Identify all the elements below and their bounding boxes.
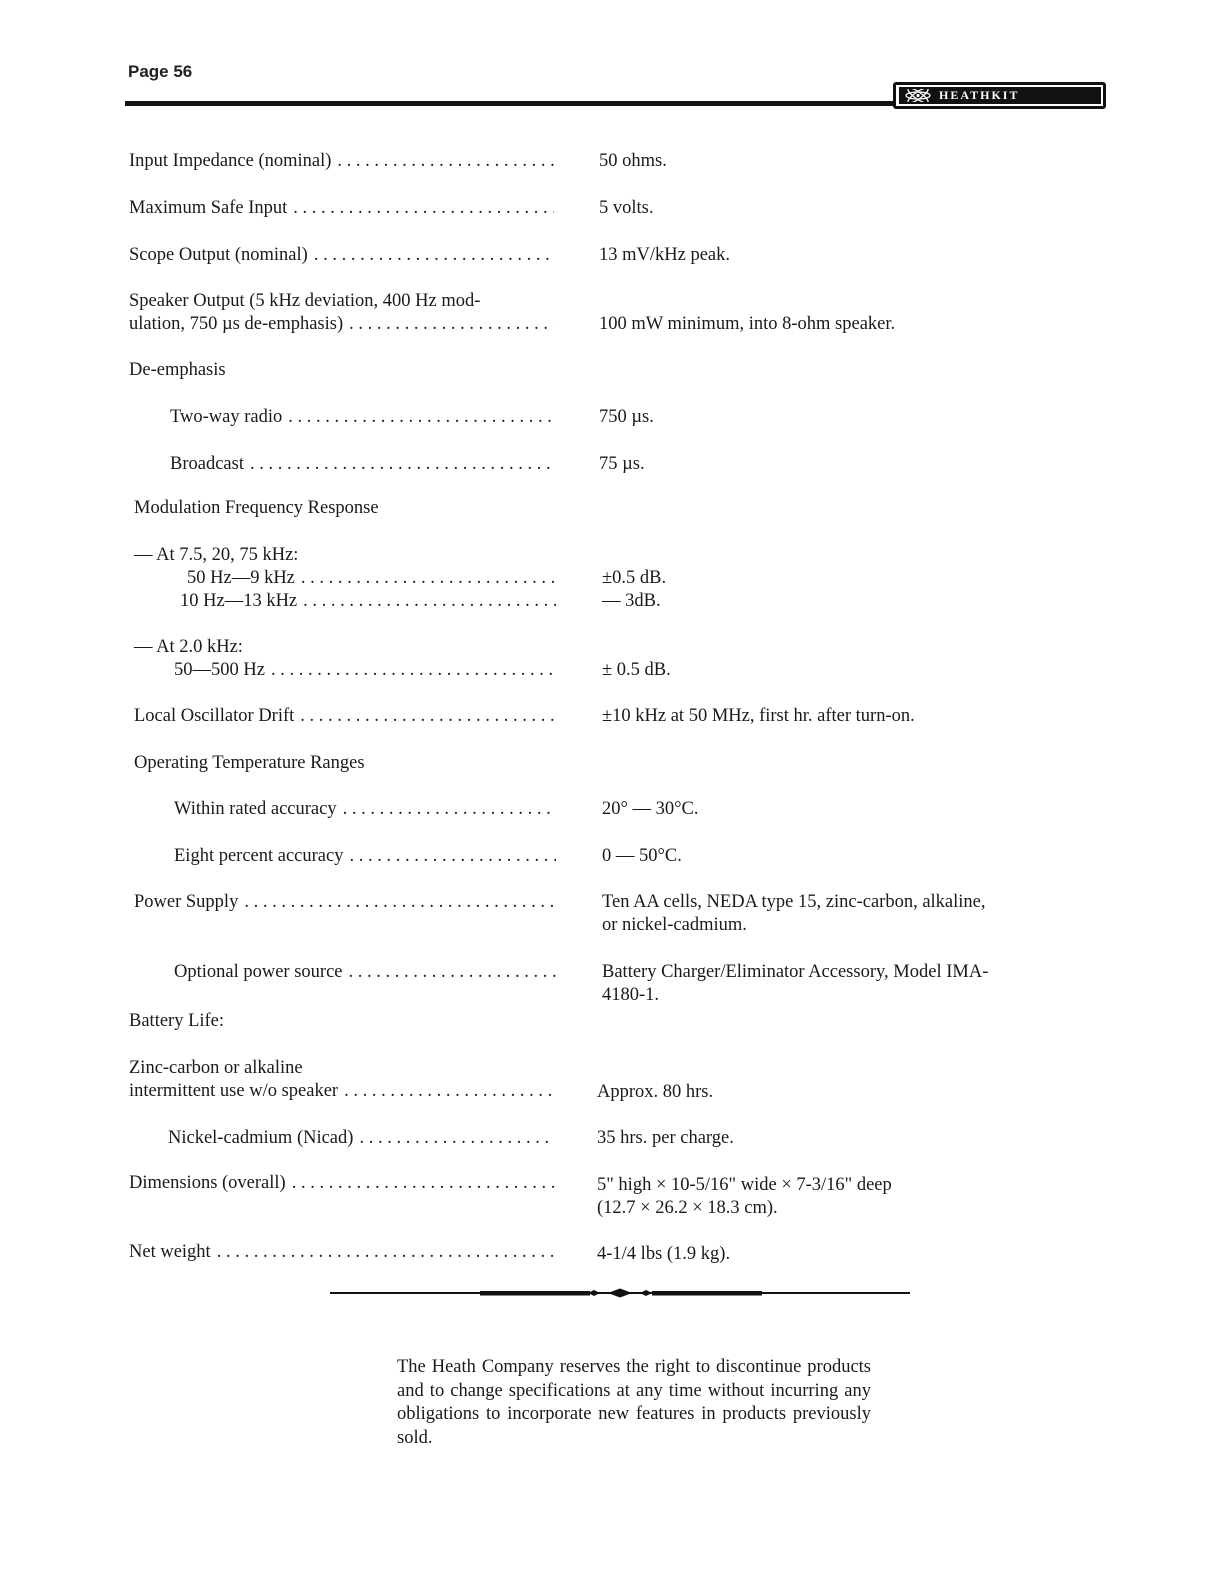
header-rule: [125, 101, 975, 106]
spec-value: 750 µs.: [599, 407, 654, 427]
spec-value: 100 mW minimum, into 8-ohm speaker.: [599, 314, 896, 334]
spec-value: 4-1/4 lbs (1.9 kg).: [597, 1244, 731, 1264]
logo-band: [899, 87, 1101, 104]
spec-label: Optional power source . . .: [174, 961, 556, 984]
spec-subheading: — At 2.0 kHz:: [134, 637, 243, 657]
spec-value: 20° — 30°C.: [602, 799, 699, 819]
logo-text: HEATHKIT: [939, 88, 1020, 102]
spec-value: — 3dB.: [602, 591, 661, 611]
spec-label: Zinc-carbon or alkaline intermittent use w/o speaker . . .: [129, 1057, 554, 1103]
spec-label: Scope Output (nominal) . . .: [129, 244, 554, 267]
spec-heading: Modulation Frequency Response: [134, 498, 379, 518]
page-number: Page 56: [128, 62, 193, 81]
spec-label: Speaker Output (5 kHz deviation, 400 Hz mod- ulation, 750 µs de-emphasis) . . .: [129, 290, 554, 336]
spec-label: 50 Hz—9 kHz . . .: [187, 567, 556, 590]
spec-heading: De-emphasis: [129, 360, 226, 380]
spec-label: Broadcast . . .: [170, 453, 554, 476]
spec-label: Eight percent accuracy . . .: [174, 845, 556, 868]
heathkit-logo: [893, 82, 1106, 109]
spec-value: ±0.5 dB.: [602, 568, 667, 588]
spec-label: Input Impedance (nominal) . . .: [129, 150, 554, 173]
spec-value: 5" high × 10-5/16" wide × 7-3/16" deep (12.7 × 26.2 × 18.3 cm).: [597, 1175, 892, 1218]
spec-label: Net weight . . .: [129, 1241, 554, 1264]
spec-value: 0 — 50°C.: [602, 846, 682, 866]
spec-heading: Operating Temperature Ranges: [134, 753, 365, 773]
spec-subheading: — At 7.5, 20, 75 kHz:: [134, 545, 299, 565]
spec-value: Approx. 80 hrs.: [597, 1082, 714, 1102]
spec-value: ± 0.5 dB.: [602, 660, 671, 680]
spec-value: Ten AA cells, NEDA type 15, zinc-carbon, alkaline, or nickel-cadmium.: [602, 892, 986, 935]
spec-label: Nickel-cadmium (Nicad) . . .: [168, 1127, 554, 1150]
spec-label: Two-way radio . . .: [170, 406, 554, 429]
spec-value: ±10 kHz at 50 MHz, first hr. after turn-on.: [602, 706, 915, 726]
section-divider: [330, 1284, 910, 1302]
spec-heading: Battery Life:: [129, 1011, 225, 1031]
spec-value: 75 µs.: [599, 454, 645, 474]
spec-label: Local Oscillator Drift . . .: [134, 705, 556, 728]
disclaimer-text: The Heath Company reserves the right to discontinue products and to change specifications at any time without incurring any obligations to incorporate new features in products previously sold.: [397, 1357, 871, 1448]
spec-label: Power Supply . . .: [134, 891, 556, 914]
spec-value: 50 ohms.: [599, 151, 667, 171]
atom-icon: [903, 89, 933, 102]
spec-value: 5 volts.: [599, 198, 654, 218]
spec-label: Dimensions (overall) . . .: [129, 1172, 554, 1195]
spec-label: Within rated accuracy . . .: [174, 798, 556, 821]
spec-label: Maximum Safe Input . . .: [129, 197, 554, 220]
spec-label: 10 Hz—13 kHz . . .: [180, 590, 556, 613]
spec-value: 13 mV/kHz peak.: [599, 245, 731, 265]
spec-label: 50—500 Hz . . .: [174, 659, 556, 682]
spec-value: Battery Charger/Eliminator Accessory, Model IMA- 4180-1.: [602, 962, 989, 1005]
spec-value: 35 hrs. per charge.: [597, 1128, 734, 1148]
